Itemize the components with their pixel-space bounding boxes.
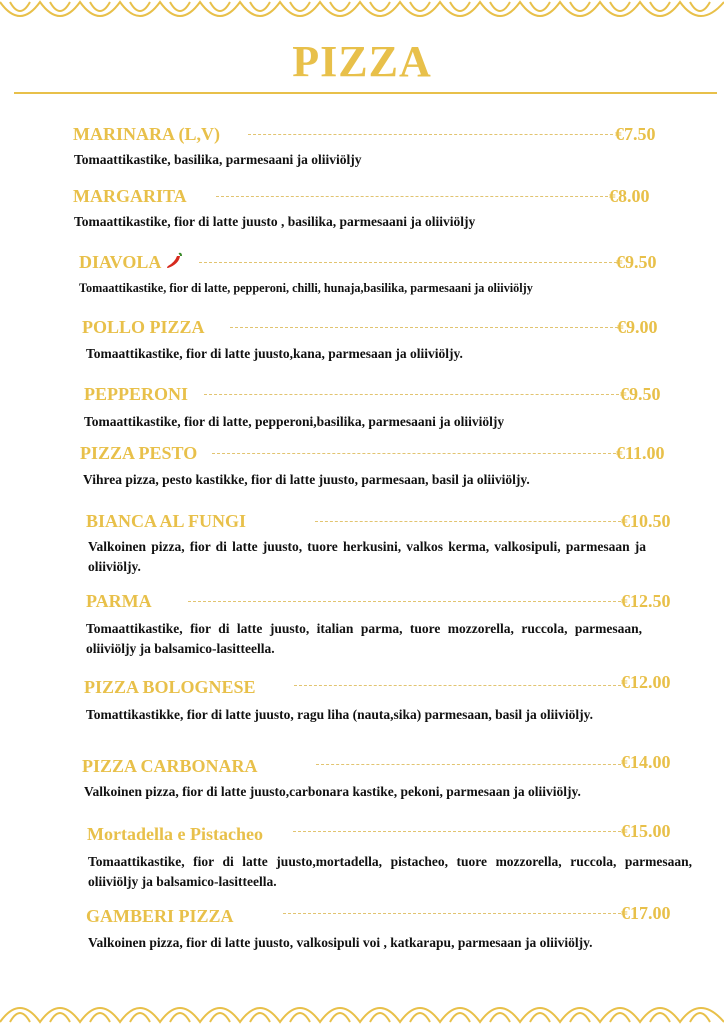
item-name: PEPPERONI xyxy=(84,384,189,404)
item-name: MARINARA (L,V) xyxy=(73,124,220,144)
leader-line xyxy=(199,262,617,263)
item-description: Valkoinen pizza, fior di latte juusto, valkosipuli voi , katkarapu, parmesaan ja oliiviöljy. xyxy=(88,935,593,950)
bottom-ornament-border xyxy=(0,990,724,1024)
item-description: Valkoinen pizza, fior di latte juusto, tuore herkusini, valkos kerma, valkosipuli, parmesaan ja oliiviöljy. xyxy=(88,539,646,574)
item-name: MARGARITA xyxy=(73,186,187,206)
menu-item-pizza-pesto xyxy=(80,442,672,464)
item-description: Tomaattikastike, fior di latte juusto,mortadella, pistacheo, tuore mozzorella, ruccola, parmesaan, oliiviöljy ja balsamico-lasitteella. xyxy=(88,854,692,889)
item-name: BIANCA AL FUNGI xyxy=(86,511,247,531)
item-name: PIZZA CARBONARA xyxy=(82,756,258,776)
page-title: PIZZA xyxy=(292,37,432,86)
leader-line xyxy=(294,685,621,686)
item-description: Tomaattikastike, fior di latte juusto, italian parma, tuore mozzorella, ruccola, parmesaan, oliiviöljy ja balsamico-lasitteella. xyxy=(86,621,642,656)
item-description: Tomaattikastike, fior di latte, pepperoni, chilli, hunaja,basilika, parmesaani ja oliiviöljy xyxy=(79,281,533,295)
menu-item-mortadella-e-pistacheo xyxy=(87,820,677,842)
leader-line xyxy=(315,521,621,522)
menu-item-marinara xyxy=(73,123,663,145)
item-name: PARMA xyxy=(86,591,152,611)
item-price: €9.00 xyxy=(617,317,658,337)
item-name xyxy=(79,251,183,273)
menu-item-pepperoni xyxy=(84,383,668,405)
item-price: €7.50 xyxy=(615,124,656,144)
item-price: €15.00 xyxy=(621,821,671,841)
menu-item-pizza-carbonara xyxy=(82,751,676,776)
leader-line xyxy=(283,913,621,914)
menu-item-parma xyxy=(86,590,676,612)
menu-item-pollo-pizza xyxy=(82,316,664,338)
menu-item-bianca-al-fungi xyxy=(86,510,676,532)
item-price: €9.50 xyxy=(620,384,661,404)
menu-item-gamberi-pizza xyxy=(86,902,678,924)
item-description: Tomaattikastike, fior di latte juusto,kana, parmesaan ja oliiviöljy. xyxy=(86,346,463,361)
leader-line xyxy=(248,134,613,135)
leader-line xyxy=(188,601,621,602)
item-price: €17.00 xyxy=(621,903,671,923)
item-name: PIZZA BOLOGNESE xyxy=(84,677,256,697)
menu-item-diavola xyxy=(79,251,663,273)
item-description: Tomaattikastike, basilika, parmesaani ja oliiviöljy xyxy=(74,152,362,167)
item-name: Mortadella e Pistacheo xyxy=(87,824,263,844)
menu-item-margarita xyxy=(73,185,663,207)
item-description: Valkoinen pizza, fior di latte juusto,carbonara kastike, pekoni, parmesaan ja oliiviöljy. xyxy=(84,784,581,799)
leader-line xyxy=(230,327,618,328)
item-price: €10.50 xyxy=(621,511,671,531)
leader-line xyxy=(204,394,619,395)
leader-line xyxy=(216,196,608,197)
leader-line xyxy=(316,764,621,765)
item-price: €14.00 xyxy=(621,752,671,772)
item-name: PIZZA PESTO xyxy=(80,443,198,463)
menu-item-pizza-bolognese xyxy=(84,671,676,697)
title-divider xyxy=(14,92,717,94)
item-name: GAMBERI PIZZA xyxy=(86,906,234,926)
item-price: €12.50 xyxy=(621,591,671,611)
item-description: Tomaattikastike, fior di latte juusto , basilika, parmesaani ja oliiviöljy xyxy=(74,214,476,229)
leader-line xyxy=(212,453,616,454)
leader-line xyxy=(293,831,621,832)
item-price: €12.00 xyxy=(621,672,671,692)
item-description: Tomaattikastike, fior di latte, pepperoni,basilika, parmesaani ja oliiviöljy xyxy=(84,414,505,429)
item-description: Tomattikastikke, fior di latte juusto, ragu liha (nauta,sika) parmesaan, basil ja oliiviöljy. xyxy=(86,707,594,722)
top-ornament-border xyxy=(0,0,724,34)
item-price: €11.00 xyxy=(616,443,665,463)
item-name-text: DIAVOLA xyxy=(79,252,162,272)
chili-pepper-icon xyxy=(165,252,183,270)
item-description: Vihrea pizza, pesto kastikke, fior di latte juusto, parmesaan, basil ja oliiviöljy. xyxy=(83,472,530,487)
item-price: €9.50 xyxy=(616,252,657,272)
item-price: €8.00 xyxy=(609,186,650,206)
item-name: POLLO PIZZA xyxy=(82,317,205,337)
